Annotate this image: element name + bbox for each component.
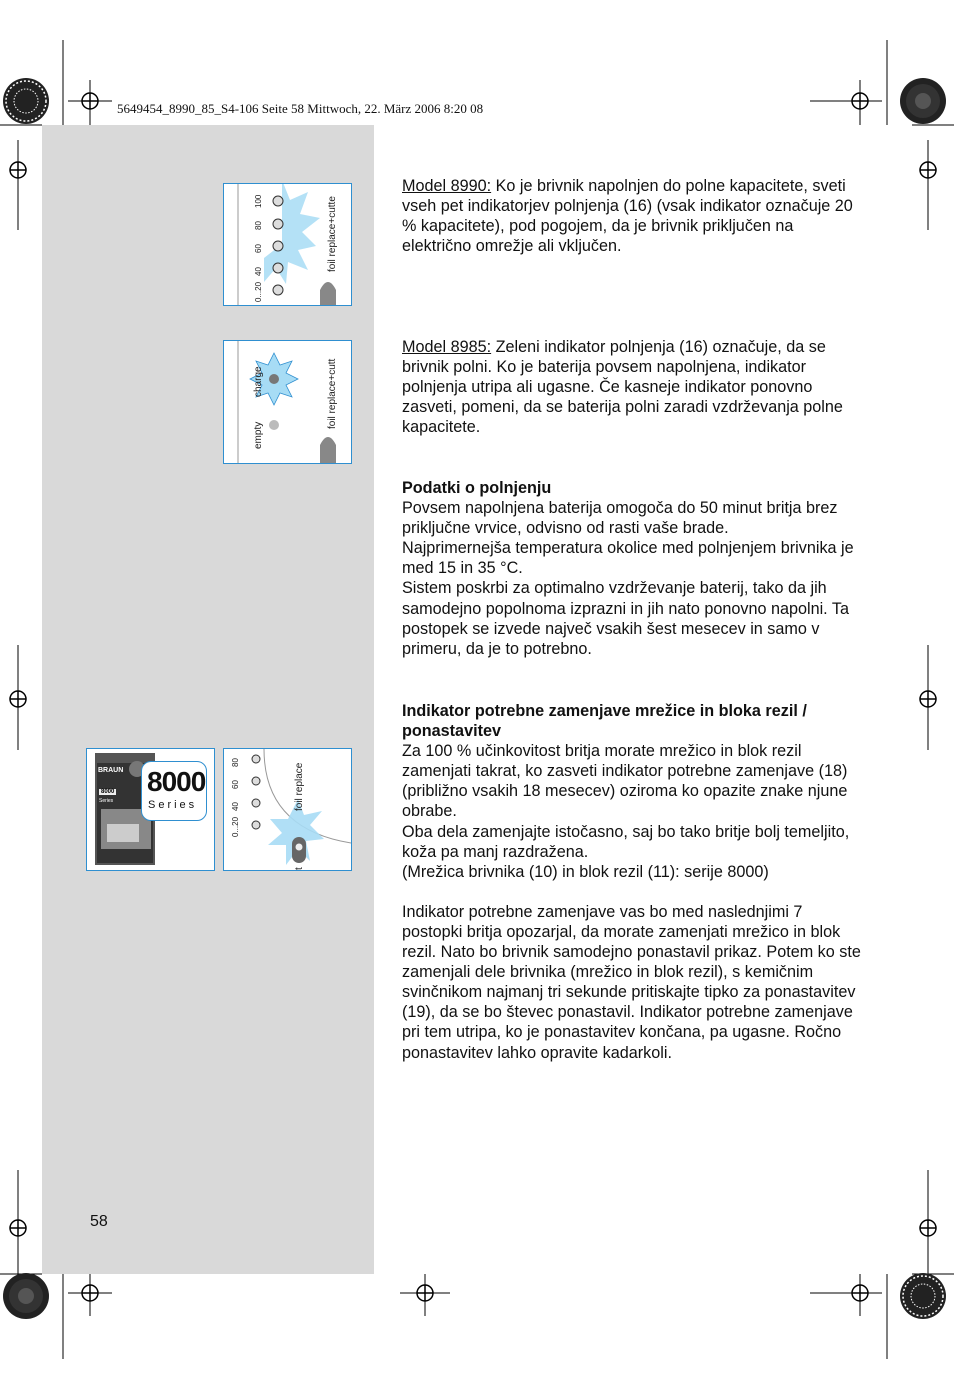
replace-heading: Indikator potrebne zamenjave mrežice in bloka rezil / ponastavitev [402, 702, 807, 741]
charge-label: charge [253, 366, 264, 397]
model-8985-text: Zeleni indikator polnjenja (16) označuje, da se brivnik polni. Ko je baterija povsem napolnjena, indikator polnjenja utripa ali ugasne. Če kasneje indikator ponovno zasveti, pomeni, da se baterija polni zaradi vzdrževanja polne kapacitete. [402, 338, 843, 437]
charging-paragraph: Najprimernejša temperatura okolice med polnjenjem brivnika je med 15 in 35 °C. [402, 539, 854, 578]
tick-label: 60 [254, 244, 263, 253]
series-badge [141, 761, 207, 821]
foil-replace-label: foil replace+cutt [327, 358, 338, 429]
charging-paragraph: Sistem poskrbi za optimalno vzdrževanje baterij, tako da jih samodejno popolnoma izprazni in jih nato ponovno napolni. Ta postopek se izvede največ vsakih šest mesecev in samo v primeru, da je to potrebno. [402, 579, 849, 658]
tick-label: 60 [231, 780, 240, 789]
page-number: 58 [90, 1213, 108, 1230]
section-replace-indicator [402, 701, 864, 1063]
foil-replace-label: foil replace [294, 762, 305, 811]
replace-paragraph: Za 100 % učinkovitost britja morate mrežico in blok rezil zamenjati takrat, ko zasveti indikator potrebne zamenjave (18) (približno vsakih 18 mesecev) oziroma ko opazite znake njune obrabe. [402, 742, 848, 821]
tick-label: 0...20 [254, 281, 263, 302]
foil-replace-label: foil replace+cutte [327, 196, 338, 272]
pack-brand: BRAUN [98, 767, 124, 774]
figure-charge-indicator-8985 [223, 340, 352, 464]
replace-paragraph: Indikator potrebne zamenjave vas bo med naslednjimi 7 postopki britja opozarjal, da morate zamenjati mrežico in blok rezil. Nato bo brivnik samodejno ponastavil prikaz. Potem ko ste zamenjali dele brivnika (mrežico in blok rezil), s kemičnim svinčnikom najmanj tri sekunde pritiskajte tipko za ponastavitev (19), da se bo števec ponastavil. Indikator potrebne zamenjave pri tem utripa, ko je ponastavitev končana, pa ugasne. Ročno ponastavitev lahko opravite kadarkoli. [402, 902, 861, 1062]
model-8985-label: Model 8985: [402, 338, 492, 356]
replace-paragraph: Oba dela zamenjajte istočasno, saj bo tako britje bolj temeljito, koža pa manj razdražena. [402, 822, 850, 861]
section-charging-info [402, 478, 864, 659]
section-model-8985 [402, 337, 864, 437]
tick-label: 100 [254, 194, 263, 208]
empty-label: empty [253, 421, 264, 449]
pack-series: Series [99, 798, 114, 804]
model-8990-label: Model 8990: [402, 177, 492, 195]
tick-label: 40 [231, 802, 240, 811]
figure-8000-series-pack [86, 748, 215, 871]
edge-letter: t [294, 867, 305, 870]
section-model-8990 [402, 176, 864, 256]
model-8990-text: Ko je brivnik napolnjen do polne kapacitete, sveti vseh pet indikatorjev polnjenja (16) (vsak indikator označuje 20 % kapacitete), pod pogojem, da je brivnik priključen na električno omrežje ali vključen. [402, 177, 853, 256]
pack-model: 8000 [101, 789, 115, 795]
print-header: 5649454_8990_85_S4-106 Seite 58 Mittwoch, 22. März 2006 8:20 08 [117, 101, 484, 116]
charging-paragraph: Povsem napolnjena baterija omogoča do 50 minut britja brez priključne vrvice, odvisno od rasti vaše brade. [402, 499, 838, 538]
series-number: 8000 [147, 766, 206, 797]
series-label: Series [148, 799, 198, 811]
charging-heading: Podatki o polnjenju [402, 479, 552, 497]
figure-led-indicators-8990 [223, 183, 352, 306]
tick-label: 0...20 [231, 816, 240, 837]
figure-foil-replace-indicator [223, 748, 352, 871]
replace-paragraph: (Mrežica brivnika (10) in blok rezil (11): serije 8000) [402, 862, 769, 881]
tick-label: 80 [231, 758, 240, 767]
tick-label: 80 [254, 221, 263, 230]
tick-label: 40 [254, 267, 263, 276]
shaver-outline [224, 749, 351, 870]
